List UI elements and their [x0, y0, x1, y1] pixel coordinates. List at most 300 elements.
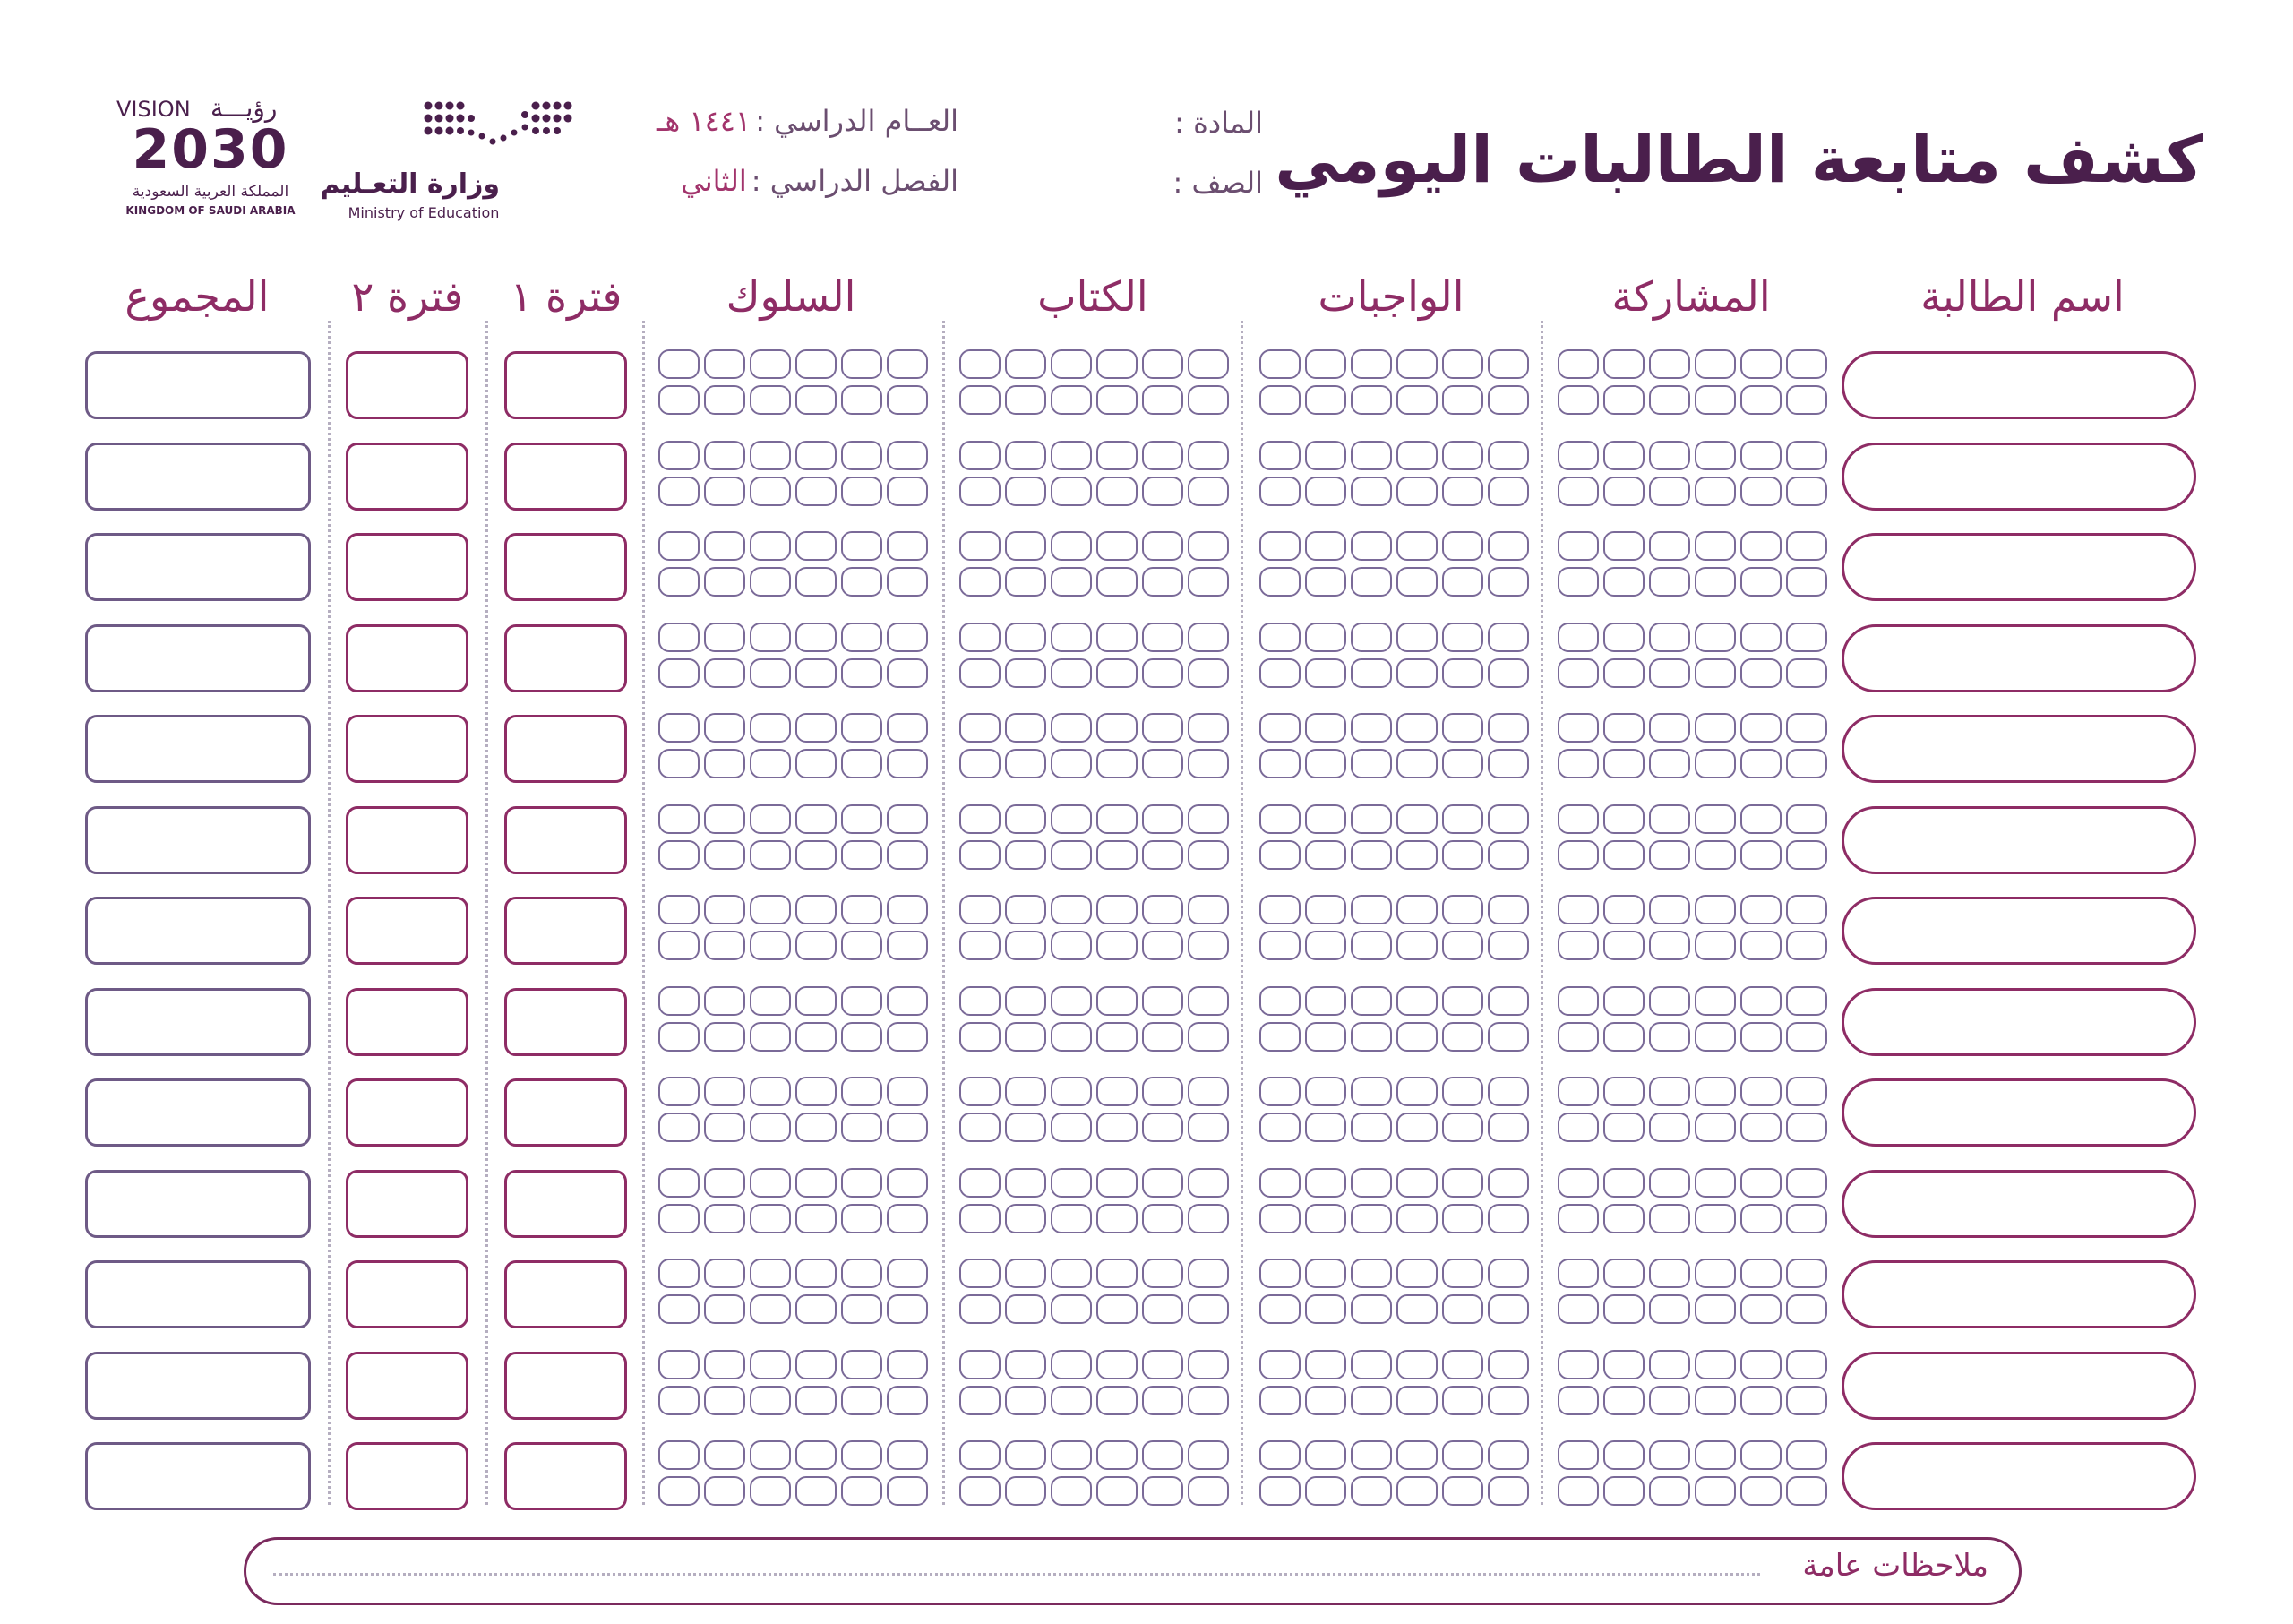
student-name-field[interactable]: [1842, 624, 2196, 692]
participation-score-cell[interactable]: [1740, 349, 1782, 379]
behavior-score-cell[interactable]: [658, 1022, 700, 1052]
homework-score-cell[interactable]: [1396, 1077, 1438, 1106]
book-score-cell[interactable]: [959, 658, 1001, 688]
homework-score-cell[interactable]: [1488, 931, 1529, 960]
book-score-cell[interactable]: [1188, 1476, 1229, 1506]
homework-score-cell[interactable]: [1488, 1204, 1529, 1233]
homework-score-cell[interactable]: [1259, 1386, 1301, 1415]
behavior-score-cell[interactable]: [795, 749, 837, 778]
behavior-score-cell[interactable]: [887, 1294, 928, 1324]
homework-score-cell[interactable]: [1396, 477, 1438, 506]
book-score-cell[interactable]: [1142, 567, 1183, 597]
behavior-score-cell[interactable]: [658, 840, 700, 870]
behavior-score-cell[interactable]: [841, 1077, 882, 1106]
book-score-cell[interactable]: [1188, 477, 1229, 506]
behavior-score-cell[interactable]: [750, 986, 791, 1016]
book-score-cell[interactable]: [1142, 1476, 1183, 1506]
behavior-score-cell[interactable]: [704, 1168, 745, 1198]
homework-score-cell[interactable]: [1351, 713, 1392, 743]
behavior-score-cell[interactable]: [795, 658, 837, 688]
homework-score-cell[interactable]: [1351, 986, 1392, 1016]
participation-score-cell[interactable]: [1695, 1476, 1736, 1506]
homework-score-cell[interactable]: [1351, 441, 1392, 470]
participation-score-cell[interactable]: [1603, 567, 1645, 597]
participation-score-cell[interactable]: [1558, 1113, 1599, 1142]
behavior-score-cell[interactable]: [795, 1386, 837, 1415]
behavior-score-cell[interactable]: [750, 1113, 791, 1142]
participation-score-cell[interactable]: [1786, 840, 1827, 870]
participation-score-cell[interactable]: [1558, 385, 1599, 415]
behavior-score-cell[interactable]: [841, 895, 882, 924]
book-score-cell[interactable]: [1051, 1259, 1092, 1288]
participation-score-cell[interactable]: [1603, 1476, 1645, 1506]
behavior-score-cell[interactable]: [841, 477, 882, 506]
homework-score-cell[interactable]: [1259, 441, 1301, 470]
book-score-cell[interactable]: [1188, 441, 1229, 470]
book-score-cell[interactable]: [1096, 385, 1138, 415]
participation-score-cell[interactable]: [1786, 1077, 1827, 1106]
participation-score-cell[interactable]: [1649, 895, 1690, 924]
total-field[interactable]: [85, 806, 311, 874]
behavior-score-cell[interactable]: [658, 623, 700, 652]
participation-score-cell[interactable]: [1740, 1259, 1782, 1288]
homework-score-cell[interactable]: [1259, 804, 1301, 834]
book-score-cell[interactable]: [1188, 567, 1229, 597]
homework-score-cell[interactable]: [1442, 349, 1483, 379]
homework-score-cell[interactable]: [1396, 749, 1438, 778]
book-score-cell[interactable]: [1096, 1022, 1138, 1052]
participation-score-cell[interactable]: [1603, 1294, 1645, 1324]
book-score-cell[interactable]: [1142, 931, 1183, 960]
behavior-score-cell[interactable]: [658, 749, 700, 778]
book-score-cell[interactable]: [1005, 567, 1046, 597]
participation-score-cell[interactable]: [1603, 349, 1645, 379]
behavior-score-cell[interactable]: [887, 385, 928, 415]
book-score-cell[interactable]: [1096, 804, 1138, 834]
participation-score-cell[interactable]: [1695, 1022, 1736, 1052]
participation-score-cell[interactable]: [1558, 477, 1599, 506]
behavior-score-cell[interactable]: [658, 1386, 700, 1415]
participation-score-cell[interactable]: [1786, 477, 1827, 506]
book-score-cell[interactable]: [1051, 749, 1092, 778]
participation-score-cell[interactable]: [1558, 1168, 1599, 1198]
participation-score-cell[interactable]: [1695, 804, 1736, 834]
book-score-cell[interactable]: [1051, 1168, 1092, 1198]
book-score-cell[interactable]: [1005, 1168, 1046, 1198]
behavior-score-cell[interactable]: [887, 1476, 928, 1506]
book-score-cell[interactable]: [959, 1259, 1001, 1288]
book-score-cell[interactable]: [1051, 385, 1092, 415]
homework-score-cell[interactable]: [1442, 713, 1483, 743]
behavior-score-cell[interactable]: [750, 531, 791, 561]
participation-score-cell[interactable]: [1786, 804, 1827, 834]
book-score-cell[interactable]: [959, 1440, 1001, 1470]
book-score-cell[interactable]: [1142, 1294, 1183, 1324]
period2-field[interactable]: [346, 624, 468, 692]
book-score-cell[interactable]: [1188, 895, 1229, 924]
book-score-cell[interactable]: [1142, 1113, 1183, 1142]
homework-score-cell[interactable]: [1351, 1476, 1392, 1506]
homework-score-cell[interactable]: [1259, 713, 1301, 743]
book-score-cell[interactable]: [1096, 477, 1138, 506]
book-score-cell[interactable]: [1188, 658, 1229, 688]
homework-score-cell[interactable]: [1259, 385, 1301, 415]
book-score-cell[interactable]: [1188, 1168, 1229, 1198]
participation-score-cell[interactable]: [1786, 441, 1827, 470]
homework-score-cell[interactable]: [1442, 1294, 1483, 1324]
behavior-score-cell[interactable]: [795, 931, 837, 960]
participation-score-cell[interactable]: [1603, 840, 1645, 870]
behavior-score-cell[interactable]: [841, 749, 882, 778]
book-score-cell[interactable]: [959, 623, 1001, 652]
book-score-cell[interactable]: [1096, 713, 1138, 743]
homework-score-cell[interactable]: [1351, 1386, 1392, 1415]
homework-score-cell[interactable]: [1488, 385, 1529, 415]
homework-score-cell[interactable]: [1351, 1022, 1392, 1052]
student-name-field[interactable]: [1842, 715, 2196, 783]
behavior-score-cell[interactable]: [750, 658, 791, 688]
book-score-cell[interactable]: [1005, 385, 1046, 415]
homework-score-cell[interactable]: [1396, 986, 1438, 1016]
homework-score-cell[interactable]: [1305, 840, 1346, 870]
behavior-score-cell[interactable]: [704, 441, 745, 470]
homework-score-cell[interactable]: [1351, 1077, 1392, 1106]
homework-score-cell[interactable]: [1396, 1386, 1438, 1415]
student-name-field[interactable]: [1842, 1352, 2196, 1420]
homework-score-cell[interactable]: [1259, 895, 1301, 924]
homework-score-cell[interactable]: [1259, 840, 1301, 870]
behavior-score-cell[interactable]: [795, 1077, 837, 1106]
behavior-score-cell[interactable]: [704, 749, 745, 778]
book-score-cell[interactable]: [959, 895, 1001, 924]
participation-score-cell[interactable]: [1695, 623, 1736, 652]
book-score-cell[interactable]: [1096, 749, 1138, 778]
behavior-score-cell[interactable]: [841, 840, 882, 870]
participation-score-cell[interactable]: [1649, 986, 1690, 1016]
participation-score-cell[interactable]: [1558, 1476, 1599, 1506]
participation-score-cell[interactable]: [1740, 895, 1782, 924]
participation-score-cell[interactable]: [1649, 567, 1690, 597]
homework-score-cell[interactable]: [1488, 749, 1529, 778]
homework-score-cell[interactable]: [1396, 385, 1438, 415]
book-score-cell[interactable]: [1005, 1077, 1046, 1106]
total-field[interactable]: [85, 715, 311, 783]
behavior-score-cell[interactable]: [658, 1294, 700, 1324]
book-score-cell[interactable]: [1142, 840, 1183, 870]
participation-score-cell[interactable]: [1558, 895, 1599, 924]
homework-score-cell[interactable]: [1442, 749, 1483, 778]
period2-field[interactable]: [346, 351, 468, 419]
period1-field[interactable]: [504, 806, 627, 874]
book-score-cell[interactable]: [1096, 1294, 1138, 1324]
homework-score-cell[interactable]: [1351, 1350, 1392, 1379]
participation-score-cell[interactable]: [1740, 385, 1782, 415]
homework-score-cell[interactable]: [1396, 658, 1438, 688]
book-score-cell[interactable]: [1142, 1386, 1183, 1415]
participation-score-cell[interactable]: [1786, 1350, 1827, 1379]
book-score-cell[interactable]: [959, 1022, 1001, 1052]
homework-score-cell[interactable]: [1396, 1113, 1438, 1142]
behavior-score-cell[interactable]: [841, 567, 882, 597]
participation-score-cell[interactable]: [1558, 1440, 1599, 1470]
homework-score-cell[interactable]: [1488, 1350, 1529, 1379]
behavior-score-cell[interactable]: [704, 1113, 745, 1142]
homework-score-cell[interactable]: [1305, 658, 1346, 688]
behavior-score-cell[interactable]: [750, 1204, 791, 1233]
homework-score-cell[interactable]: [1442, 1386, 1483, 1415]
participation-score-cell[interactable]: [1740, 1113, 1782, 1142]
book-score-cell[interactable]: [1142, 531, 1183, 561]
homework-score-cell[interactable]: [1488, 623, 1529, 652]
behavior-score-cell[interactable]: [750, 1259, 791, 1288]
behavior-score-cell[interactable]: [841, 804, 882, 834]
book-score-cell[interactable]: [1051, 1022, 1092, 1052]
homework-score-cell[interactable]: [1442, 1168, 1483, 1198]
behavior-score-cell[interactable]: [795, 441, 837, 470]
behavior-score-cell[interactable]: [841, 986, 882, 1016]
behavior-score-cell[interactable]: [795, 1022, 837, 1052]
book-score-cell[interactable]: [1005, 1259, 1046, 1288]
book-score-cell[interactable]: [1096, 349, 1138, 379]
book-score-cell[interactable]: [1051, 623, 1092, 652]
book-score-cell[interactable]: [1051, 713, 1092, 743]
book-score-cell[interactable]: [1096, 1350, 1138, 1379]
behavior-score-cell[interactable]: [795, 1113, 837, 1142]
behavior-score-cell[interactable]: [887, 623, 928, 652]
homework-score-cell[interactable]: [1488, 840, 1529, 870]
participation-score-cell[interactable]: [1649, 840, 1690, 870]
participation-score-cell[interactable]: [1649, 1259, 1690, 1288]
participation-score-cell[interactable]: [1603, 1259, 1645, 1288]
homework-score-cell[interactable]: [1442, 1440, 1483, 1470]
book-score-cell[interactable]: [1188, 1386, 1229, 1415]
participation-score-cell[interactable]: [1695, 477, 1736, 506]
behavior-score-cell[interactable]: [887, 840, 928, 870]
homework-score-cell[interactable]: [1488, 531, 1529, 561]
homework-score-cell[interactable]: [1351, 658, 1392, 688]
behavior-score-cell[interactable]: [658, 1113, 700, 1142]
participation-score-cell[interactable]: [1740, 1204, 1782, 1233]
homework-score-cell[interactable]: [1396, 895, 1438, 924]
participation-score-cell[interactable]: [1740, 477, 1782, 506]
participation-score-cell[interactable]: [1740, 1440, 1782, 1470]
book-score-cell[interactable]: [1142, 1204, 1183, 1233]
homework-score-cell[interactable]: [1488, 713, 1529, 743]
participation-score-cell[interactable]: [1649, 1440, 1690, 1470]
period1-field[interactable]: [504, 1078, 627, 1147]
homework-score-cell[interactable]: [1488, 895, 1529, 924]
book-score-cell[interactable]: [1142, 441, 1183, 470]
behavior-score-cell[interactable]: [704, 1476, 745, 1506]
homework-score-cell[interactable]: [1488, 1259, 1529, 1288]
book-score-cell[interactable]: [1096, 623, 1138, 652]
homework-score-cell[interactable]: [1259, 531, 1301, 561]
participation-score-cell[interactable]: [1786, 713, 1827, 743]
book-score-cell[interactable]: [1005, 1386, 1046, 1415]
behavior-score-cell[interactable]: [841, 658, 882, 688]
notes-box[interactable]: [244, 1537, 2022, 1605]
behavior-score-cell[interactable]: [841, 1204, 882, 1233]
homework-score-cell[interactable]: [1305, 441, 1346, 470]
student-name-field[interactable]: [1842, 806, 2196, 874]
behavior-score-cell[interactable]: [795, 1259, 837, 1288]
homework-score-cell[interactable]: [1351, 349, 1392, 379]
participation-score-cell[interactable]: [1649, 1386, 1690, 1415]
participation-score-cell[interactable]: [1558, 1022, 1599, 1052]
participation-score-cell[interactable]: [1558, 531, 1599, 561]
homework-score-cell[interactable]: [1351, 1168, 1392, 1198]
behavior-score-cell[interactable]: [658, 1077, 700, 1106]
behavior-score-cell[interactable]: [841, 931, 882, 960]
behavior-score-cell[interactable]: [887, 531, 928, 561]
book-score-cell[interactable]: [1188, 749, 1229, 778]
participation-score-cell[interactable]: [1740, 1294, 1782, 1324]
participation-score-cell[interactable]: [1786, 749, 1827, 778]
period2-field[interactable]: [346, 806, 468, 874]
homework-score-cell[interactable]: [1442, 931, 1483, 960]
behavior-score-cell[interactable]: [658, 931, 700, 960]
participation-score-cell[interactable]: [1649, 1294, 1690, 1324]
participation-score-cell[interactable]: [1603, 531, 1645, 561]
book-score-cell[interactable]: [1142, 1259, 1183, 1288]
participation-score-cell[interactable]: [1603, 986, 1645, 1016]
homework-score-cell[interactable]: [1351, 1294, 1392, 1324]
behavior-score-cell[interactable]: [795, 349, 837, 379]
behavior-score-cell[interactable]: [887, 1440, 928, 1470]
participation-score-cell[interactable]: [1695, 713, 1736, 743]
homework-score-cell[interactable]: [1488, 804, 1529, 834]
participation-score-cell[interactable]: [1603, 804, 1645, 834]
homework-score-cell[interactable]: [1351, 567, 1392, 597]
book-score-cell[interactable]: [1005, 713, 1046, 743]
student-name-field[interactable]: [1842, 351, 2196, 419]
period1-field[interactable]: [504, 624, 627, 692]
participation-score-cell[interactable]: [1695, 1440, 1736, 1470]
participation-score-cell[interactable]: [1740, 531, 1782, 561]
behavior-score-cell[interactable]: [795, 1168, 837, 1198]
homework-score-cell[interactable]: [1351, 840, 1392, 870]
book-score-cell[interactable]: [1051, 349, 1092, 379]
book-score-cell[interactable]: [1005, 658, 1046, 688]
behavior-score-cell[interactable]: [887, 477, 928, 506]
behavior-score-cell[interactable]: [658, 567, 700, 597]
book-score-cell[interactable]: [1142, 713, 1183, 743]
behavior-score-cell[interactable]: [841, 441, 882, 470]
behavior-score-cell[interactable]: [841, 1350, 882, 1379]
behavior-score-cell[interactable]: [887, 986, 928, 1016]
homework-score-cell[interactable]: [1259, 986, 1301, 1016]
behavior-score-cell[interactable]: [704, 531, 745, 561]
homework-score-cell[interactable]: [1442, 1259, 1483, 1288]
participation-score-cell[interactable]: [1649, 477, 1690, 506]
participation-score-cell[interactable]: [1740, 1476, 1782, 1506]
participation-score-cell[interactable]: [1695, 931, 1736, 960]
participation-score-cell[interactable]: [1695, 1386, 1736, 1415]
total-field[interactable]: [85, 624, 311, 692]
period1-field[interactable]: [504, 897, 627, 965]
book-score-cell[interactable]: [1051, 840, 1092, 870]
participation-score-cell[interactable]: [1649, 349, 1690, 379]
book-score-cell[interactable]: [1188, 1259, 1229, 1288]
period1-field[interactable]: [504, 715, 627, 783]
book-score-cell[interactable]: [1188, 713, 1229, 743]
book-score-cell[interactable]: [1005, 986, 1046, 1016]
homework-score-cell[interactable]: [1396, 840, 1438, 870]
period2-field[interactable]: [346, 897, 468, 965]
participation-score-cell[interactable]: [1786, 1113, 1827, 1142]
homework-score-cell[interactable]: [1442, 986, 1483, 1016]
homework-score-cell[interactable]: [1259, 349, 1301, 379]
book-score-cell[interactable]: [1096, 986, 1138, 1016]
book-score-cell[interactable]: [1188, 1077, 1229, 1106]
participation-score-cell[interactable]: [1695, 1204, 1736, 1233]
book-score-cell[interactable]: [1096, 567, 1138, 597]
homework-score-cell[interactable]: [1259, 477, 1301, 506]
homework-score-cell[interactable]: [1442, 658, 1483, 688]
homework-score-cell[interactable]: [1396, 1350, 1438, 1379]
behavior-score-cell[interactable]: [750, 1077, 791, 1106]
book-score-cell[interactable]: [1142, 1168, 1183, 1198]
homework-score-cell[interactable]: [1488, 349, 1529, 379]
book-score-cell[interactable]: [1005, 1440, 1046, 1470]
total-field[interactable]: [85, 1442, 311, 1510]
participation-score-cell[interactable]: [1649, 1350, 1690, 1379]
book-score-cell[interactable]: [1051, 477, 1092, 506]
participation-score-cell[interactable]: [1786, 658, 1827, 688]
participation-score-cell[interactable]: [1695, 441, 1736, 470]
book-score-cell[interactable]: [1051, 1204, 1092, 1233]
participation-score-cell[interactable]: [1695, 895, 1736, 924]
behavior-score-cell[interactable]: [887, 1204, 928, 1233]
behavior-score-cell[interactable]: [704, 986, 745, 1016]
participation-score-cell[interactable]: [1786, 1440, 1827, 1470]
behavior-score-cell[interactable]: [704, 623, 745, 652]
homework-score-cell[interactable]: [1351, 531, 1392, 561]
book-score-cell[interactable]: [1188, 804, 1229, 834]
book-score-cell[interactable]: [959, 385, 1001, 415]
participation-score-cell[interactable]: [1786, 1168, 1827, 1198]
homework-score-cell[interactable]: [1442, 623, 1483, 652]
behavior-score-cell[interactable]: [658, 1259, 700, 1288]
homework-score-cell[interactable]: [1351, 1204, 1392, 1233]
behavior-score-cell[interactable]: [704, 1440, 745, 1470]
book-score-cell[interactable]: [1096, 895, 1138, 924]
participation-score-cell[interactable]: [1695, 986, 1736, 1016]
homework-score-cell[interactable]: [1259, 1350, 1301, 1379]
book-score-cell[interactable]: [1142, 385, 1183, 415]
behavior-score-cell[interactable]: [704, 804, 745, 834]
total-field[interactable]: [85, 988, 311, 1056]
participation-score-cell[interactable]: [1649, 1476, 1690, 1506]
participation-score-cell[interactable]: [1649, 1168, 1690, 1198]
homework-score-cell[interactable]: [1442, 840, 1483, 870]
behavior-score-cell[interactable]: [750, 840, 791, 870]
homework-score-cell[interactable]: [1305, 623, 1346, 652]
participation-score-cell[interactable]: [1740, 749, 1782, 778]
total-field[interactable]: [85, 443, 311, 511]
participation-score-cell[interactable]: [1740, 840, 1782, 870]
book-score-cell[interactable]: [959, 349, 1001, 379]
homework-score-cell[interactable]: [1442, 804, 1483, 834]
period2-field[interactable]: [346, 1170, 468, 1238]
book-score-cell[interactable]: [1188, 531, 1229, 561]
behavior-score-cell[interactable]: [887, 713, 928, 743]
behavior-score-cell[interactable]: [887, 349, 928, 379]
participation-score-cell[interactable]: [1786, 1022, 1827, 1052]
behavior-score-cell[interactable]: [795, 1350, 837, 1379]
book-score-cell[interactable]: [1188, 986, 1229, 1016]
participation-score-cell[interactable]: [1558, 1350, 1599, 1379]
